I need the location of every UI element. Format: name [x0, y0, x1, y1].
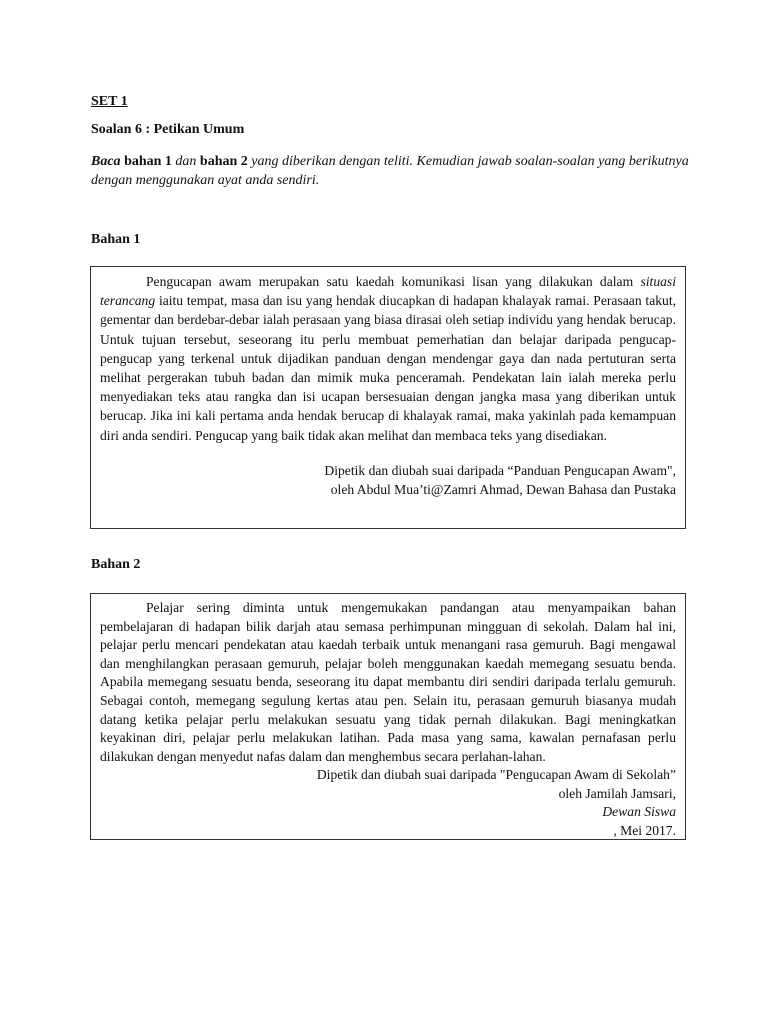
bahan-2-citation-publication: Dewan Siswa — [602, 804, 676, 820]
instruction-bahan-2: bahan 2 — [199, 154, 248, 169]
instruction-baca: Baca — [91, 154, 121, 169]
question-title: Soalan 6 : Petikan Umum — [91, 122, 245, 137]
bahan-2-box — [90, 593, 686, 840]
bahan-2-heading: Bahan 2 — [91, 557, 141, 572]
bahan-1-passage — [100, 272, 676, 445]
bahan-2-citation-author: oleh Jamilah Jamsari, — [558, 785, 676, 801]
bahan-2-citation-line-2 — [100, 785, 676, 840]
instruction-bahan-1: bahan 1 — [124, 154, 172, 169]
bahan-1-citation-line-2: oleh Abdul Mua’ti@Zamri Ahmad, Dewan Bahasa dan Pustaka — [330, 482, 676, 498]
bahan-2-citation-line-1: Dipetik dan diubah suai daripada "Pengucapan Awam di Sekolah” — [316, 767, 676, 783]
bahan-2-citation — [100, 766, 676, 840]
bahan-1-italic-phrase: situasi terancang — [100, 274, 676, 309]
bahan-1-citation-line-1: Dipetik dan diubah suai daripada “Panduan Pengucapan Awam", — [324, 462, 676, 478]
bahan-1-heading: Bahan 1 — [91, 232, 141, 247]
bahan-1-text-rest: iaitu tempat, masa dan isu yang hendak diucapkan di hadapan khalayak ramai. Perasaan takut, gementar dan berdebar-debar ialah perasaan yang biasa dirasai oleh setiap individu yang hendak berucap. Untuk tujuan tersebut, seseorang itu perlu membuat pemerhatian dan belajar daripada pengucap-pengucap yang terkenal untuk dijadikan panduan dengan mendengar gaya dan nada pertuturan serta melihat pergerakan tubuh badan dan mimik muka penceramah. Pendekatan lain ialah mereka perlu menyediakan teks atau rangka dan isi ucapan bersesuaian dengan jangka masa yang diberikan untuk berucap. Jika ini kali pertama anda hendak berucap di khalayak ramai, maka yakinlah pada kemampuan diri anda sendiri. Pengucap yang baik tidak akan melihat dan membaca teks yang disediakan. — [100, 293, 676, 443]
bahan-2-passage: Pelajar sering diminta untuk mengemukakan pandangan atau menyampaikan bahan pembelajaran di hadapan bilik darjah atau semasa perhimpunan mingguan di sekolah. Dalam hal ini, pelajar perlu mencari pendekatan atau kaedah terbaik untuk menangani rasa gemuruh. Bagi mengawal dan menghilangkan perasaan gemuruh, pelajar boleh menggunakan kaedah memegang sesuatu benda. Apabila memegang sesuatu benda, seseorang itu dapat membantu diri sendiri daripada terlalu gemuruh. Sebagai contoh, memegang segulung kertas atau pen. Selain itu, perasaan gemuruh biasanya mudah datang ketika pelajar perlu melakukan sesuatu yang tidak pernah dilakukan. Bagi meningkatkan keyakinan diri, pelajar perlu melakukan latihan. Pada masa yang sama, kawalan pernafasan perlu dilakukan dengan menyedut nafas dalam dan menghembus secara perlahan-lahan. — [100, 600, 676, 764]
instruction-text — [91, 152, 691, 190]
bahan-1-text-start: Pengucapan awam merupakan satu kaedah komunikasi lisan yang dilakukan dalam — [146, 274, 634, 289]
instruction-dan: dan — [175, 154, 197, 169]
bahan-2-citation-date: , Mei 2017. — [613, 822, 676, 838]
bahan-1-citation — [100, 461, 676, 500]
set-heading: SET 1 — [91, 94, 128, 109]
bahan-1-box — [90, 266, 686, 529]
instruction-rest: yang diberikan dengan teliti. Kemudian jawab soalan-soalan yang berikutnya dengan menggunakan ayat anda sendiri. — [91, 154, 689, 188]
